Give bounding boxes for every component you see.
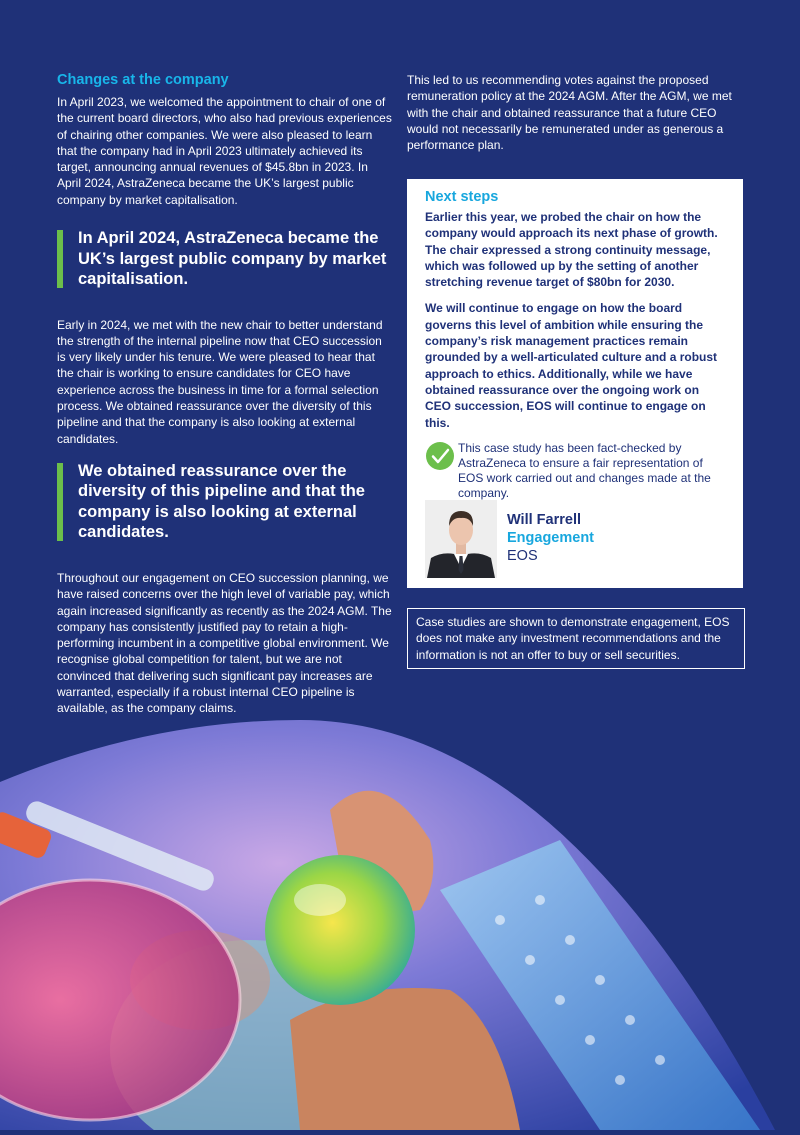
right-column: [407, 72, 743, 153]
person-name: Will Farrell: [507, 512, 582, 528]
next-steps-heading: Next steps: [425, 189, 499, 205]
pull-quote-text: In April 2024, AstraZeneca became the UK’s largest public company by market capitalisation.: [78, 229, 387, 289]
person-photo: [425, 500, 497, 578]
contact-person: [425, 500, 725, 578]
person-organisation: EOS: [507, 548, 538, 564]
next-steps-paragraph-2: We will continue to engage on how the board governs this level of ambition while ensuring the company’s risk management practices remain grounded by a well-articulated culture and a robust approach to ethics. Additionally, while we have obtained reassurance over the ongoing work on CEO succession, EOS will continue to engage on this.: [425, 301, 718, 430]
paragraph-succession: Early in 2024, we met with the new chair to better understand the strength of the internal pipeline now that CEO succession is very likely under his tenure. We were pleased to hear that the chair is working to ensure candidates for CEO have experience across the business in time for a formal selection process. We obtained reassurance over the diversity of this pipeline and that the company is also looking at external candidates.: [57, 317, 383, 446]
pull-quote-largest-company: [57, 228, 392, 290]
paragraph-changes: In April 2023, we welcomed the appointment to chair of one of the current board directors, who also had previous experiences of chairing other companies. We were also pleased to learn that the company had in April 2023 ultimately achieved its target, announcing annual revenues of $45.8bn in 2023. In April 2024, AstraZeneca became the UK’s largest public company by market capitalisation.: [57, 95, 392, 207]
next-steps-box: [407, 179, 743, 588]
paragraph-pay-concerns: Throughout our engagement on CEO succession planning, we have raised concerns over the high level of variable pay, which again increased significantly as recently as the 2024 AGM. The company has consistently justified pay to retain a high-performing incumbent in a competitive global environment. We recognise global competition for talent, but we are not convinced that delivering such significant pay increases are warranted, especially if a robust internal CEO pipeline is available, as the company claims.: [57, 570, 392, 716]
disclaimer-box: Case studies are shown to demonstrate engagement, EOS does not make any investment recommendations and the information is not an offer to buy or sell securities.: [407, 608, 745, 669]
paragraph-remuneration-vote: This led to us recommending votes against the proposed remuneration policy at the 2024 AGM. After the AGM, we met with the chair and obtained reassurance that a future CEO would not necessarily be remunerated under as generous a performance plan.: [407, 73, 732, 153]
lab-photo: [0, 720, 800, 1130]
left-column: [57, 72, 392, 717]
fact-check-text: This case study has been fact-checked by AstraZeneca to ensure a fair representation of EOS work carried out and changes made at the company.: [458, 440, 711, 500]
pull-quote-diversity: [57, 461, 392, 543]
pull-quote-bar: [57, 230, 63, 288]
fact-check-note: [425, 441, 725, 501]
pull-quote-text: We obtained reassurance over the diversity of this pipeline and that the company is also looking at external candidates.: [78, 461, 365, 542]
section-heading-changes: Changes at the company: [57, 72, 229, 88]
pull-quote-bar: [57, 463, 63, 541]
next-steps-paragraph-1: Earlier this year, we probed the chair on how the company would approach its next phase of growth. The chair expressed a strong continuity message, which was followed up by the setting of another stretching revenue target of $80bn for 2030.: [425, 210, 718, 290]
person-role: Engagement: [507, 530, 595, 546]
checkmark-circle-icon: [425, 441, 455, 476]
